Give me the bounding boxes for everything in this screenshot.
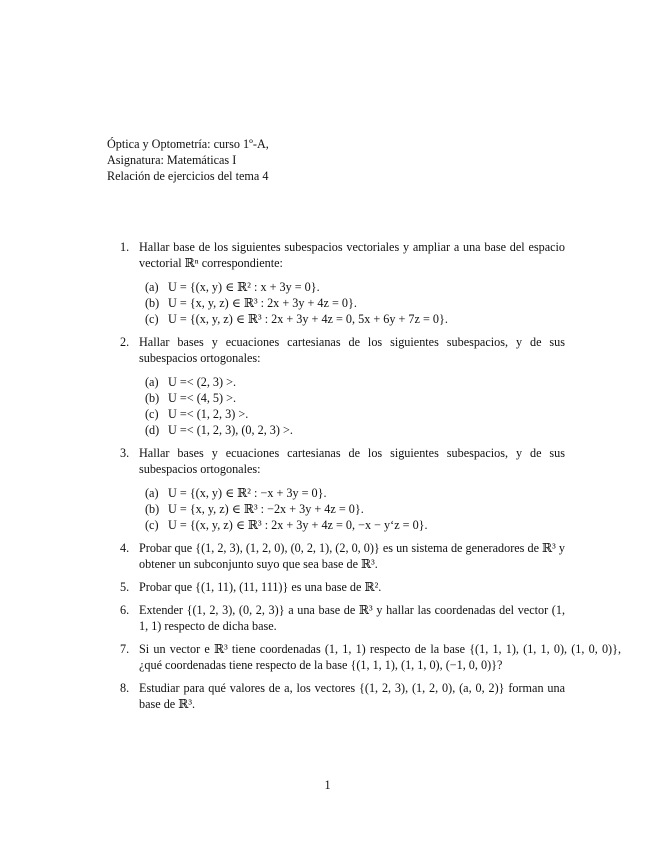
sub-text: U = {(x, y, z) ∈ ℝ³ : 2x + 3y + 4z = 0, 5x + 6y + 7z = 0}.: [168, 312, 448, 326]
exercise-number: 3.: [120, 446, 130, 460]
exercise-number: 8.: [120, 681, 130, 695]
sub-label: (b): [145, 502, 160, 516]
subject-line: Asignatura: Matemáticas I: [107, 153, 237, 167]
sub-label: (a): [145, 280, 159, 294]
sub-item: [145, 279, 565, 295]
exercise-text: Estudiar para qué valores de a, los vectores {(1, 2, 3), (1, 2, 0), (a, 0, 2)} forman una base de ℝ³.: [139, 681, 565, 711]
exercise-1: [120, 239, 565, 327]
exercise-text: Probar que {(1, 2, 3), (1, 2, 0), (0, 2, 1), (2, 0, 0)} es un sistema de generadores de ℝ³ y obtener un subconjunto suyo que sea base de ℝ³.: [139, 541, 565, 571]
sub-item: [145, 422, 565, 438]
sub-item: [145, 295, 565, 311]
sub-label: (c): [145, 312, 159, 326]
sub-text: U = {x, y, z) ∈ ℝ³ : −2x + 3y + 4z = 0}.: [168, 502, 364, 516]
exercise-7: [120, 641, 621, 673]
sub-text: U =< (4, 5) >.: [168, 391, 237, 405]
sub-item: [145, 374, 565, 390]
exercise-number: 4.: [120, 541, 130, 555]
exercise-4: [120, 540, 565, 572]
sub-text: U = {(x, y) ∈ ℝ² : −x + 3y = 0}.: [168, 486, 327, 500]
topic-line: Relación de ejercicios del tema 4: [107, 169, 269, 183]
exercise-number: 6.: [120, 603, 130, 617]
sub-label: (c): [145, 407, 159, 421]
sub-label: (b): [145, 296, 160, 310]
sub-list: [145, 374, 565, 438]
exercise-number: 7.: [120, 642, 130, 656]
exercise-text: Hallar bases y ecuaciones cartesianas de los siguientes subespacios, y de sus subespacios ortogonales:: [139, 446, 565, 476]
document-header: [107, 136, 269, 184]
exercise-text: Probar que {(1, 11), (11, 111)} es una base de ℝ².: [139, 580, 382, 594]
page-number: 1: [324, 778, 331, 792]
exercise-2: [120, 334, 565, 438]
exercise-text: Si un vector e ℝ³ tiene coordenadas (1, 1, 1) respecto de la base {(1, 1, 1), (1, 1, 0), (1, 0, 0)}, ¿qué coordenadas tiene respecto de la base {(1, 1, 1), (1, 1, 0), (−1, 0, 0)}?: [139, 642, 621, 672]
sub-label: (a): [145, 375, 159, 389]
exercise-5: [120, 579, 565, 595]
exercise-text: Extender {(1, 2, 3), (0, 2, 3)} a una base de ℝ³ y hallar las coordenadas del vector (1, 1, 1) respecto de dicha base.: [139, 603, 565, 633]
sub-text: U =< (1, 2, 3) >.: [168, 407, 249, 421]
sub-list: [145, 485, 565, 533]
sub-text: U = {(x, y, z) ∈ ℝ³ : 2x + 3y + 4z = 0, −x − y‘z = 0}.: [168, 518, 428, 532]
course-line: Óptica y Optometría: curso 1º-A,: [107, 137, 269, 151]
sub-label: (d): [145, 423, 160, 437]
sub-label: (a): [145, 486, 159, 500]
exercise-list: [120, 239, 621, 719]
exercise-number: 1.: [120, 240, 130, 254]
sub-label: (c): [145, 518, 159, 532]
exercise-text: Hallar base de los siguientes subespacios vectoriales y ampliar a una base del espacio vectorial ℝⁿ correspondiente:: [139, 240, 565, 270]
sub-item: [145, 406, 565, 422]
exercise-8: [120, 680, 565, 712]
exercise-text: Hallar bases y ecuaciones cartesianas de los siguientes subespacios, y de sus subespacios ortogonales:: [139, 335, 565, 365]
exercise-number: 5.: [120, 580, 130, 594]
sub-list: [145, 279, 565, 327]
sub-text: U = {(x, y) ∈ ℝ² : x + 3y = 0}.: [168, 280, 320, 294]
sub-item: [145, 390, 565, 406]
sub-item: [145, 311, 565, 327]
sub-item: [145, 501, 565, 517]
sub-item: [145, 485, 565, 501]
exercise-6: [120, 602, 565, 634]
exercise-number: 2.: [120, 335, 130, 349]
exercise-3: [120, 445, 565, 533]
sub-text: U =< (1, 2, 3), (0, 2, 3) >.: [168, 423, 293, 437]
sub-label: (b): [145, 391, 160, 405]
sub-text: U = {x, y, z) ∈ ℝ³ : 2x + 3y + 4z = 0}.: [168, 296, 357, 310]
sub-text: U =< (2, 3) >.: [168, 375, 237, 389]
sub-item: [145, 517, 565, 533]
